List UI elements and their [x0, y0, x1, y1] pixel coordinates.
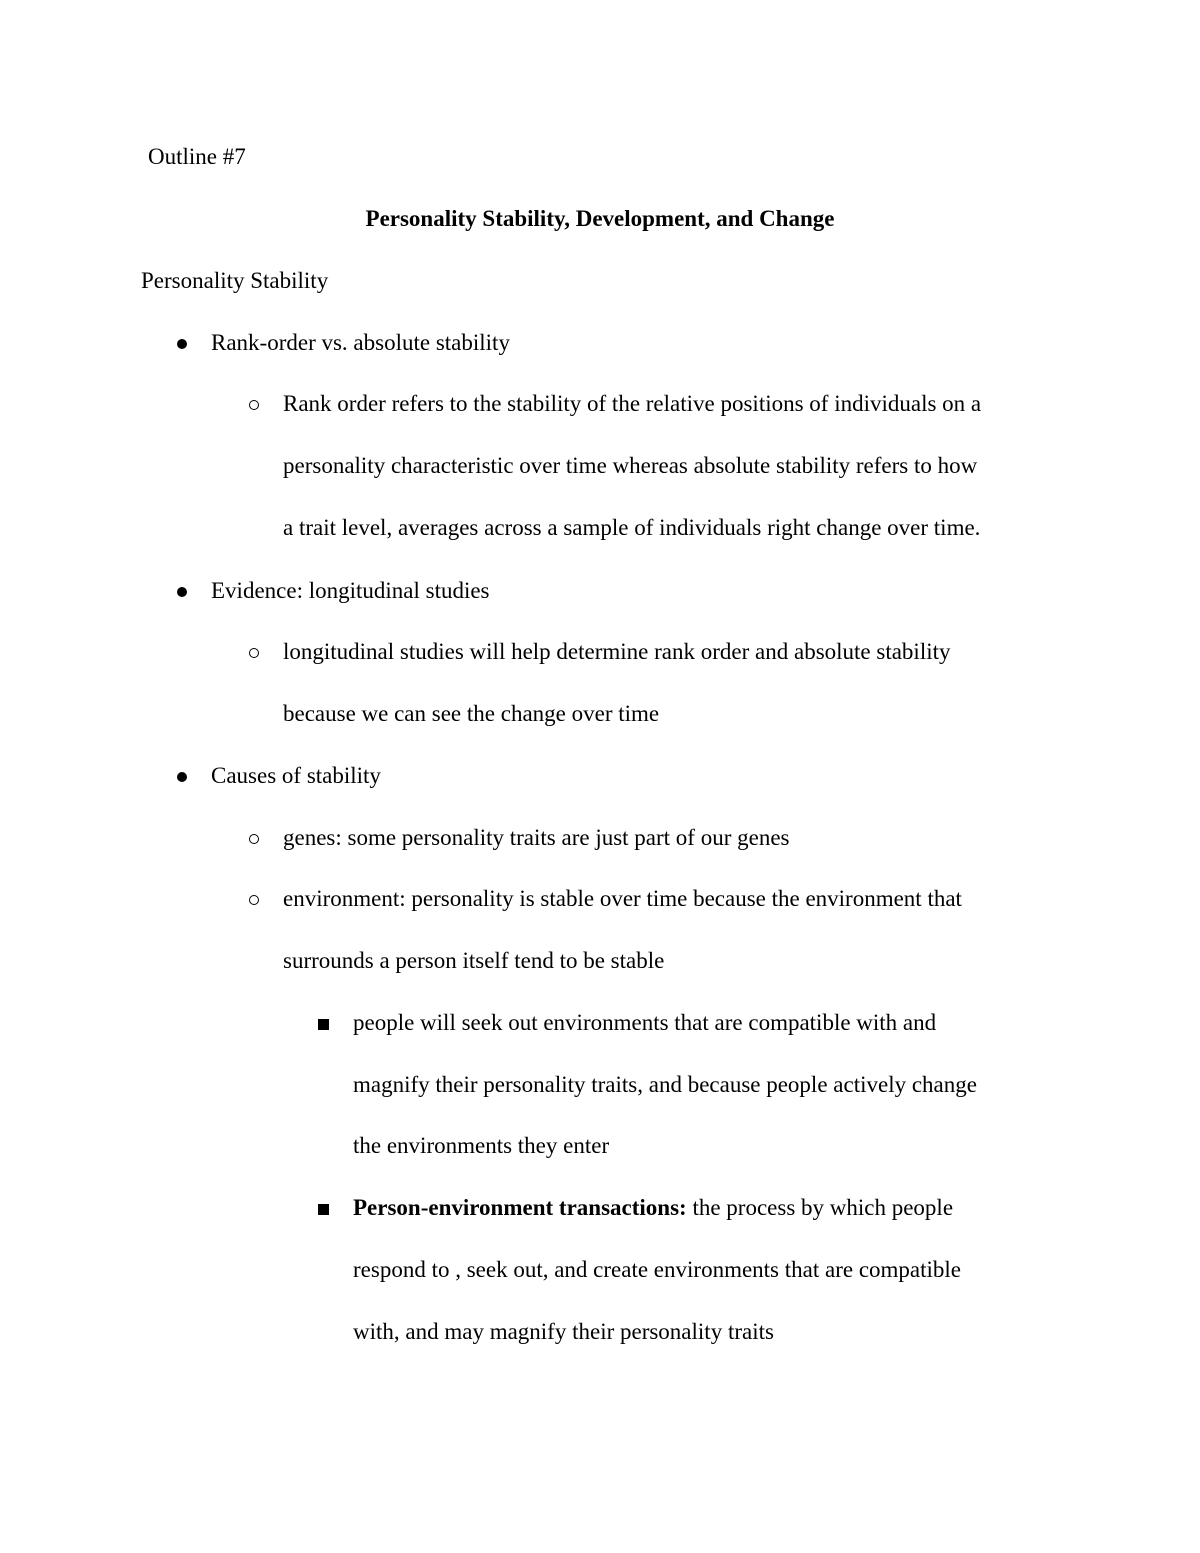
rank-order-detail-line-3: a trait level, averages across a sample of individuals right change over time. [283, 515, 981, 540]
environment-detail-line-1: environment: personality is stable over time because the environment that [283, 886, 962, 911]
rank-order-detail-line-1: Rank order refers to the stability of the relative positions of individuals on a [283, 391, 982, 416]
square-bullet-icon [318, 1204, 329, 1215]
transactions-term: Person-environment transactions: [353, 1195, 687, 1220]
seek-environments-line-3: the environments they enter [353, 1133, 610, 1158]
rank-order-detail-line-2: personality characteristic over time whereas absolute stability refers to how [283, 453, 978, 478]
transactions-definition-start: the process by which people [686, 1195, 954, 1220]
document-title: Personality Stability, Development, and Change [365, 206, 835, 231]
list-item-causes: Causes of stability [211, 763, 381, 788]
circle-bullet-icon [249, 400, 259, 410]
outline-label: Outline #7 [148, 144, 246, 169]
transactions-line-2: respond to , seek out, and create environments that are compatible [353, 1257, 962, 1282]
circle-bullet-icon [249, 895, 259, 905]
transactions-line-1 [353, 1194, 953, 1222]
disc-bullet-icon [177, 587, 187, 597]
evidence-detail-line-1: longitudinal studies will help determine rank order and absolute stability [283, 639, 951, 664]
circle-bullet-icon [249, 648, 259, 658]
transactions-line-3: with, and may magnify their personality traits [353, 1319, 774, 1344]
list-item-rank-order: Rank-order vs. absolute stability [211, 330, 510, 355]
circle-bullet-icon [249, 834, 259, 844]
genes-detail: genes: some personality traits are just part of our genes [283, 825, 790, 850]
disc-bullet-icon [177, 339, 187, 349]
list-item-evidence: Evidence: longitudinal studies [211, 578, 490, 603]
seek-environments-line-1: people will seek out environments that are compatible with and [353, 1010, 937, 1035]
section-heading: Personality Stability [141, 268, 329, 293]
environment-detail-line-2: surrounds a person itself tend to be stable [283, 948, 665, 973]
seek-environments-line-2: magnify their personality traits, and because people actively change [353, 1072, 977, 1097]
evidence-detail-line-2: because we can see the change over time [283, 701, 660, 726]
square-bullet-icon [318, 1019, 329, 1030]
disc-bullet-icon [177, 772, 187, 782]
